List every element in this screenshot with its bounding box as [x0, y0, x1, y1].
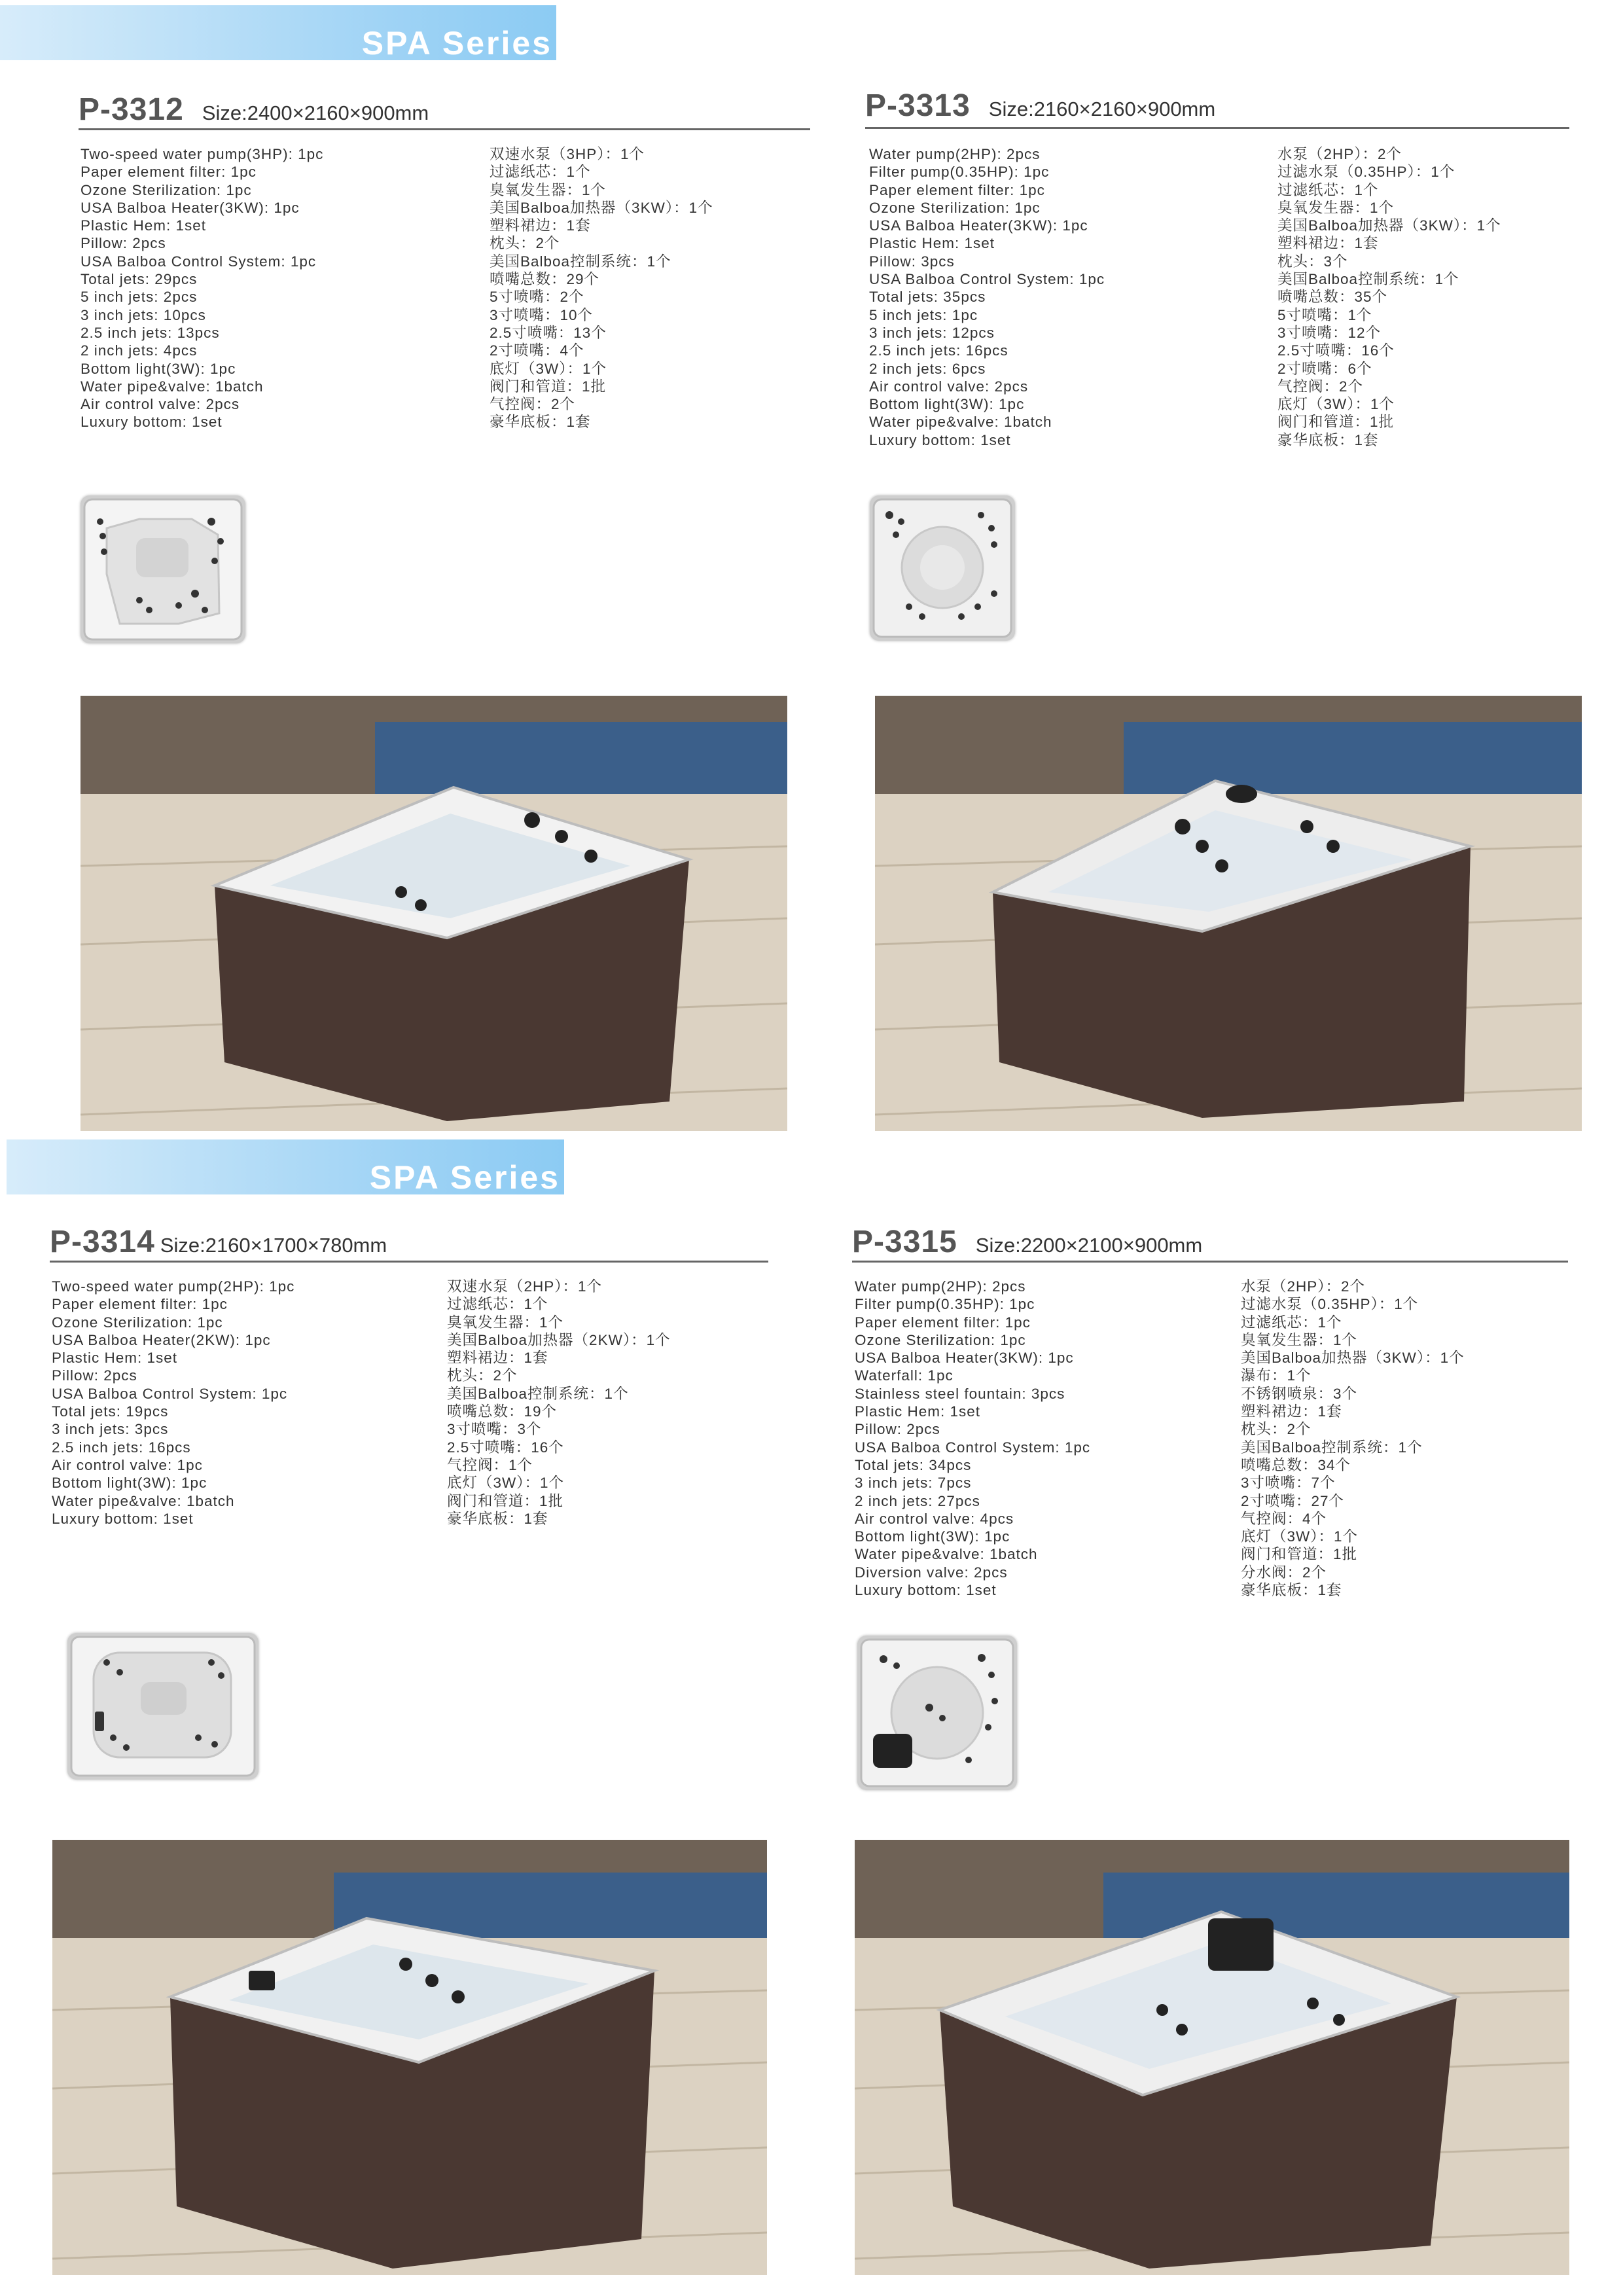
spec-item: Total jets: 19pcs [52, 1403, 169, 1420]
spec-item: Waterfall: 1pc [855, 1367, 954, 1384]
spec-item: 3寸喷嘴：7个 [1241, 1475, 1336, 1492]
spec-item: Paper element filter: 1pc [869, 181, 1045, 198]
product-p3314 [50, 1224, 776, 1538]
spec-item: Pillow: 3pcs [869, 253, 955, 270]
spec-item: USA Balboa Heater(2KW): 1pc [52, 1331, 271, 1348]
spec-item: Air control valve: 1pc [52, 1456, 203, 1473]
spec-item: 美国Balboa控制系统：1个 [490, 253, 671, 270]
product-p3315 [852, 1224, 1572, 1617]
spec-item: 塑料裙边：1套 [447, 1350, 548, 1367]
spec-item: 喷嘴总数：19个 [447, 1403, 558, 1420]
spec-item: 喷嘴总数：35个 [1277, 289, 1388, 306]
spec-item: Filter pump(0.35HP): 1pc [855, 1296, 1035, 1313]
spec-item: Water pipe&valve: 1batch [52, 1492, 235, 1509]
spec-item: 美国Balboa控制系统：1个 [1277, 271, 1459, 288]
spec-item: 豪华底板：1套 [1277, 431, 1379, 448]
product-header [865, 88, 1215, 124]
spec-item: 水泵（2HP）：2个 [1277, 146, 1402, 162]
spec-item: 不锈钢喷泉：3个 [1241, 1385, 1358, 1402]
spec-list-english [80, 145, 323, 431]
spa-photo-p3313 [875, 696, 1582, 1131]
spec-item: USA Balboa Control System: 1pc [80, 253, 317, 270]
product-size: Size:2400×2160×900mm [202, 101, 429, 124]
product-header [79, 92, 429, 128]
spec-item: Paper element filter: 1pc [52, 1296, 228, 1313]
spec-item: USA Balboa Control System: 1pc [869, 271, 1105, 288]
spec-item: 2.5寸喷嘴：13个 [490, 324, 607, 341]
header-rule [865, 127, 1569, 129]
spec-item: 阀门和管道：1批 [1277, 414, 1395, 431]
spec-list-english [869, 145, 1105, 449]
spec-item: Water pump(2HP): 2pcs [869, 146, 1041, 162]
spec-item: 塑料裙边：1套 [1277, 235, 1379, 252]
spec-item: 底灯（3W）：1个 [1241, 1528, 1359, 1545]
spec-item: 5 inch jets: 2pcs [80, 289, 198, 306]
spec-item: Plastic Hem: 1set [869, 235, 995, 252]
spec-item: 3 inch jets: 3pcs [52, 1421, 169, 1438]
spec-item: 阀门和管道：1批 [490, 378, 607, 395]
spec-list-english [855, 1278, 1090, 1599]
spec-item: 2.5 inch jets: 16pcs [52, 1439, 191, 1456]
spa-photo-p3314 [52, 1840, 767, 2275]
spa-photo-p3312 [80, 696, 787, 1131]
spec-item: 过滤纸芯：1个 [447, 1296, 548, 1313]
spec-item: 豪华底板：1套 [1241, 1582, 1342, 1599]
spec-item: 3 inch jets: 10pcs [80, 306, 206, 323]
spec-item: Paper element filter: 1pc [80, 164, 257, 181]
spec-item: Paper element filter: 1pc [855, 1314, 1031, 1331]
spec-item: 气控阀：2个 [1277, 378, 1364, 395]
header-rule [50, 1261, 768, 1263]
spec-item: 枕头：2个 [1241, 1421, 1311, 1438]
spec-item: 底灯（3W）：1个 [490, 360, 607, 377]
product-size: Size:2160×2160×900mm [988, 98, 1216, 120]
product-code: P-3312 [79, 92, 184, 127]
spec-item: 美国Balboa加热器（3KW）：1个 [490, 199, 713, 216]
spec-item: 3寸喷嘴：10个 [490, 306, 594, 323]
spec-item: USA Balboa Heater(3KW): 1pc [855, 1350, 1074, 1367]
spec-item: 双速水泵（2HP）：1个 [447, 1278, 603, 1295]
spa-top-view-p3314 [67, 1633, 259, 1780]
spec-item: Plastic Hem: 1set [52, 1350, 178, 1367]
spec-item: Water pipe&valve: 1batch [855, 1546, 1038, 1563]
spec-item: 双速水泵（3HP）：1个 [490, 146, 645, 162]
header-rule [79, 128, 810, 130]
spec-item: Total jets: 34pcs [855, 1456, 972, 1473]
spec-item: Total jets: 29pcs [80, 271, 198, 288]
spec-item: 3 inch jets: 12pcs [869, 324, 995, 341]
spec-item: Water pump(2HP): 2pcs [855, 1278, 1026, 1295]
spec-item: Bottom light(3W): 1pc [855, 1528, 1010, 1545]
spec-item: 美国Balboa加热器（3KW）：1个 [1241, 1350, 1465, 1367]
spec-item: 5 inch jets: 1pc [869, 306, 978, 323]
spec-item: 美国Balboa控制系统：1个 [1241, 1439, 1423, 1456]
spec-item: 水泵（2HP）：2个 [1241, 1278, 1366, 1295]
product-size: Size:2160×1700×780mm [160, 1234, 387, 1257]
spec-item: 3寸喷嘴：3个 [447, 1421, 542, 1438]
spec-item: 过滤水泵（0.35HP）：1个 [1277, 164, 1455, 181]
product-header [852, 1224, 1202, 1260]
product-size: Size:2200×2100×900mm [975, 1234, 1203, 1257]
spec-item: 3寸喷嘴：12个 [1277, 324, 1382, 341]
spec-item: Ozone Sterilization: 1pc [52, 1314, 223, 1331]
spec-item: 5寸喷嘴：2个 [490, 289, 584, 306]
spec-list-chinese [1277, 145, 1501, 449]
spec-item: 2寸喷嘴：4个 [490, 342, 584, 359]
spec-item: 2 inch jets: 6pcs [869, 360, 986, 377]
spec-item: 3 inch jets: 7pcs [855, 1475, 972, 1492]
spec-item: Two-speed water pump(3HP): 1pc [80, 146, 324, 162]
spa-top-view-p3313 [870, 495, 1015, 641]
spec-item: 豪华底板：1套 [490, 414, 591, 431]
spec-item: 阀门和管道：1批 [1241, 1546, 1358, 1563]
spec-item: 喷嘴总数：34个 [1241, 1456, 1351, 1473]
spec-list-chinese [447, 1278, 671, 1528]
spec-item: 臭氧发生器：1个 [490, 181, 607, 198]
spec-list-chinese [1241, 1278, 1465, 1599]
spec-item: Bottom light(3W): 1pc [52, 1475, 207, 1492]
spec-item: Luxury bottom: 1set [80, 414, 223, 431]
spec-item: Luxury bottom: 1set [855, 1582, 997, 1599]
spec-item: Bottom light(3W): 1pc [80, 360, 236, 377]
spec-item: 气控阀：4个 [1241, 1510, 1327, 1527]
spec-item: Ozone Sterilization: 1pc [869, 199, 1041, 216]
spec-item: 2.5 inch jets: 13pcs [80, 324, 220, 341]
spec-item: 2寸喷嘴：6个 [1277, 360, 1372, 377]
spec-item: Two-speed water pump(2HP): 1pc [52, 1278, 295, 1295]
spec-item: 分水阀：2个 [1241, 1564, 1327, 1581]
series-title: SPA Series [369, 1159, 560, 1194]
spec-item: 2.5寸喷嘴：16个 [447, 1439, 564, 1456]
product-header [50, 1224, 387, 1260]
spec-item: 臭氧发生器：1个 [447, 1314, 564, 1331]
spec-item: Air control valve: 2pcs [80, 396, 240, 413]
spec-item: 喷嘴总数：29个 [490, 271, 600, 288]
spec-list-chinese [490, 145, 713, 431]
product-p3313 [865, 88, 1572, 454]
spec-item: Pillow: 2pcs [855, 1421, 940, 1438]
spec-item: 2 inch jets: 27pcs [855, 1492, 980, 1509]
spec-item: 气控阀：2个 [490, 396, 576, 413]
spec-item: 塑料裙边：1套 [490, 217, 591, 234]
spec-item: USA Balboa Heater(3KW): 1pc [80, 199, 300, 216]
spec-item: 枕头：2个 [490, 235, 560, 252]
spa-top-view-p3312 [80, 495, 245, 643]
spec-item: 2寸喷嘴：27个 [1241, 1492, 1345, 1509]
spec-item: 过滤纸芯：1个 [1277, 181, 1379, 198]
series-banner-bottom [7, 1139, 564, 1194]
spec-item: 枕头：2个 [447, 1367, 518, 1384]
spec-item: Pillow: 2pcs [80, 235, 166, 252]
spec-item: USA Balboa Control System: 1pc [855, 1439, 1091, 1456]
spec-item: Ozone Sterilization: 1pc [855, 1331, 1026, 1348]
spec-item: 底灯（3W）：1个 [1277, 396, 1395, 413]
series-banner-top [0, 5, 556, 60]
spec-item: 气控阀：1个 [447, 1456, 533, 1473]
spec-item: Water pipe&valve: 1batch [869, 414, 1052, 431]
spec-item: USA Balboa Control System: 1pc [52, 1385, 288, 1402]
spec-item: 过滤纸芯：1个 [1241, 1314, 1342, 1331]
spec-item: Stainless steel fountain: 3pcs [855, 1385, 1065, 1402]
spec-item: 2.5寸喷嘴：16个 [1277, 342, 1395, 359]
spa-top-view-p3315 [857, 1636, 1017, 1790]
spec-item: 底灯（3W）：1个 [447, 1475, 565, 1492]
spec-item: 过滤纸芯：1个 [490, 164, 591, 181]
spec-item: 过滤水泵（0.35HP）：1个 [1241, 1296, 1419, 1313]
product-code: P-3315 [852, 1225, 957, 1259]
spec-item: 5寸喷嘴：1个 [1277, 306, 1372, 323]
spec-item: Pillow: 2pcs [52, 1367, 137, 1384]
product-code: P-3313 [865, 88, 971, 123]
series-title: SPA Series [361, 25, 552, 60]
spec-item: 臭氧发生器：1个 [1277, 199, 1395, 216]
spec-item: Luxury bottom: 1set [52, 1510, 194, 1527]
spec-item: Water pipe&valve: 1batch [80, 378, 264, 395]
spa-photo-p3315 [855, 1840, 1569, 2275]
spec-item: 塑料裙边：1套 [1241, 1403, 1342, 1420]
spec-list-english [52, 1278, 294, 1528]
spec-item: 美国Balboa加热器（2KW）：1个 [447, 1331, 671, 1348]
spec-item: 豪华底板：1套 [447, 1510, 548, 1527]
spec-item: 美国Balboa控制系统：1个 [447, 1385, 629, 1402]
spec-item: Air control valve: 2pcs [869, 378, 1029, 395]
spec-item: Plastic Hem: 1set [855, 1403, 981, 1420]
product-p3312 [79, 92, 812, 445]
spec-item: 瀑布：1个 [1241, 1367, 1311, 1384]
spec-item: Total jets: 35pcs [869, 289, 986, 306]
spec-item: Plastic Hem: 1set [80, 217, 207, 234]
header-rule [852, 1261, 1568, 1263]
spec-item: 美国Balboa加热器（3KW）：1个 [1277, 217, 1501, 234]
spec-item: 臭氧发生器：1个 [1241, 1331, 1358, 1348]
spec-item: Air control valve: 4pcs [855, 1510, 1014, 1527]
spec-item: Diversion valve: 2pcs [855, 1564, 1008, 1581]
spec-item: 枕头：3个 [1277, 253, 1348, 270]
product-code: P-3314 [50, 1225, 155, 1259]
spec-item: Luxury bottom: 1set [869, 431, 1011, 448]
spec-item: Filter pump(0.35HP): 1pc [869, 164, 1050, 181]
spec-item: USA Balboa Heater(3KW): 1pc [869, 217, 1088, 234]
spec-item: 2 inch jets: 4pcs [80, 342, 198, 359]
spec-item: Ozone Sterilization: 1pc [80, 181, 252, 198]
spec-item: 2.5 inch jets: 16pcs [869, 342, 1008, 359]
spec-item: 阀门和管道：1批 [447, 1492, 564, 1509]
spec-item: Bottom light(3W): 1pc [869, 396, 1025, 413]
